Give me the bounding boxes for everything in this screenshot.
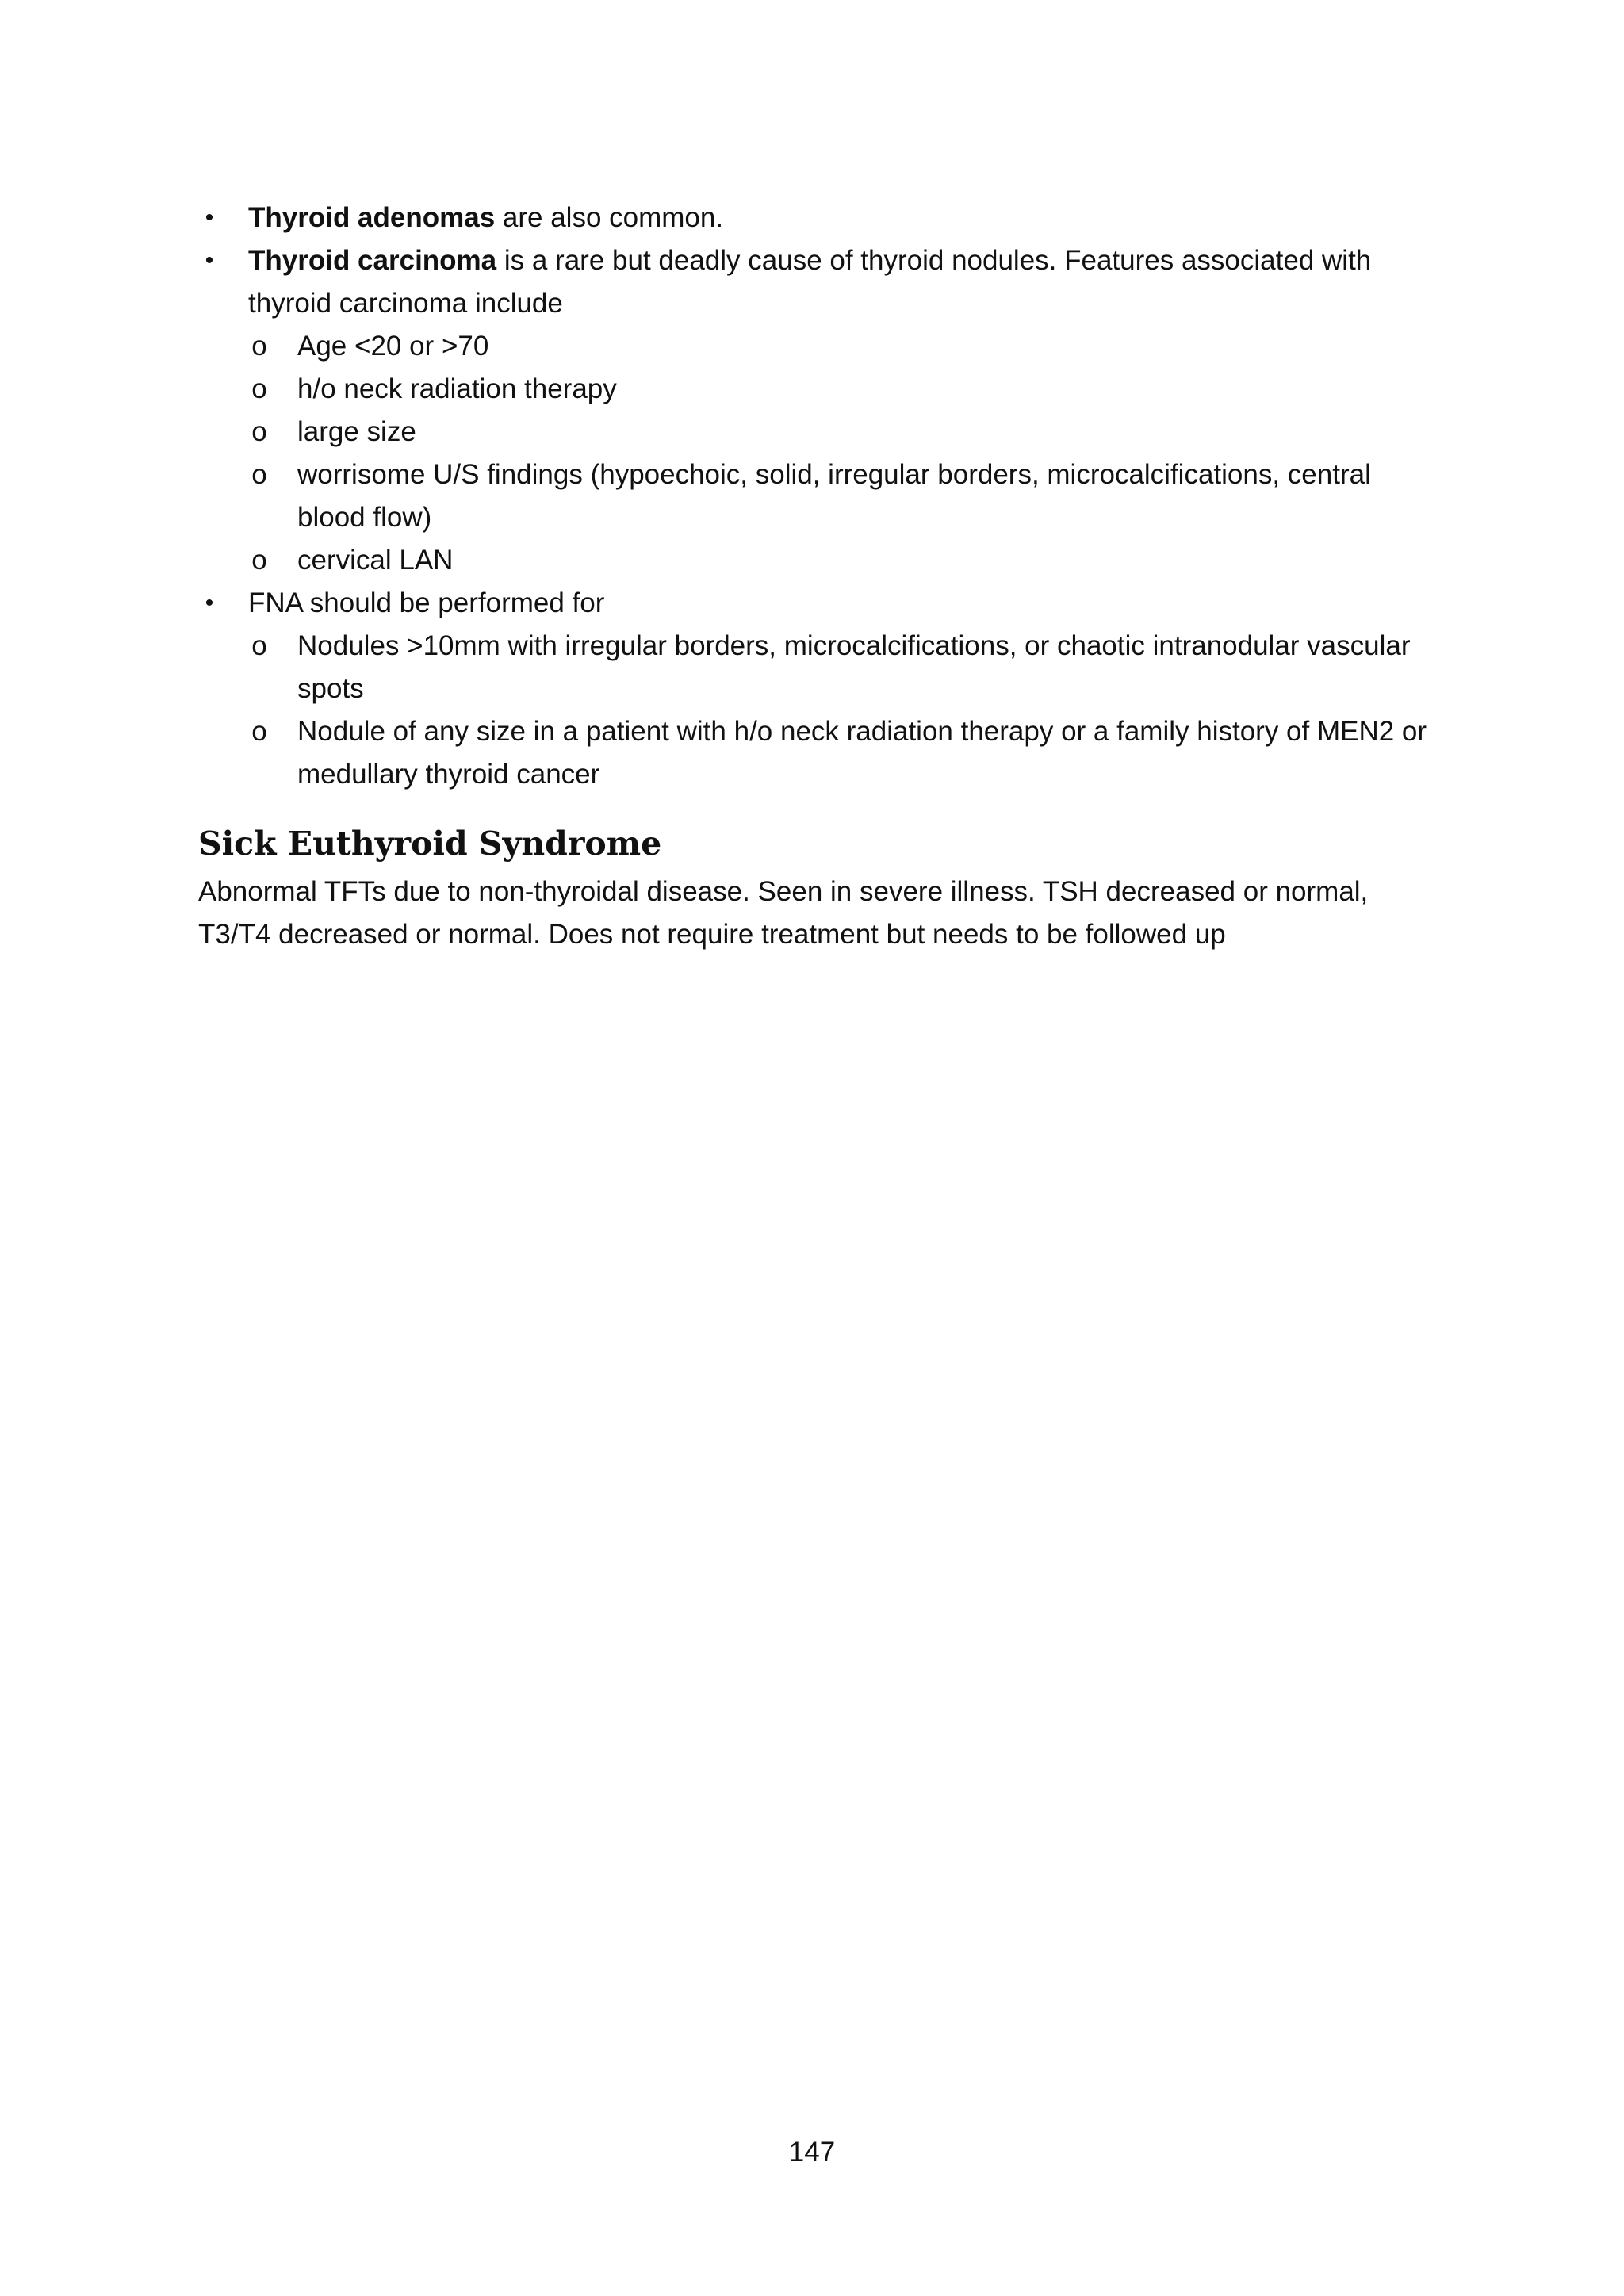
sub-list-item-text: worrisome U/S findings (hypoechoic, solid, irregular borders, microcalcifications, central blood flow) <box>297 459 1371 533</box>
sub-list-item <box>198 710 1435 796</box>
sub-list-item-text: Nodule of any size in a patient with h/o neck radiation therapy or a family history of MEN2 or medullary thyroid cancer <box>297 716 1427 790</box>
sub-list-item-text: large size <box>297 416 416 447</box>
list-item-text: are also common. <box>495 202 724 233</box>
sub-bullet-list <box>198 625 1435 796</box>
sub-list-item-text: h/o neck radiation therapy <box>297 373 617 404</box>
list-item <box>198 197 1435 239</box>
sub-list-item <box>198 411 1435 453</box>
page-number: 147 <box>788 2137 836 2168</box>
sub-list-item <box>198 539 1435 582</box>
list-item-text: is a rare but deadly cause of thyroid nodules. Features associated with thyroid carcinoma include <box>248 245 1372 319</box>
circle-bullet-icon: o <box>251 716 267 747</box>
bullet-icon: • <box>205 247 214 274</box>
page-content <box>198 197 1435 956</box>
sub-list-item <box>198 453 1435 539</box>
bold-term: Thyroid carcinoma <box>248 245 497 276</box>
sub-list-item <box>198 368 1435 411</box>
circle-bullet-icon: o <box>251 630 267 661</box>
list-item <box>198 239 1435 325</box>
circle-bullet-icon: o <box>251 416 267 447</box>
circle-bullet-icon: o <box>251 331 267 362</box>
bullet-list <box>198 197 1435 325</box>
section-paragraph: Abnormal TFTs due to non-thyroidal disease. Seen in severe illness. TSH decreased or normal, T3/T4 decreased or normal. Does not require treatment but needs to be followed up <box>198 876 1369 950</box>
bold-term: Thyroid adenomas <box>248 202 496 233</box>
bullet-icon: • <box>205 205 214 231</box>
list-item <box>198 582 1435 625</box>
sub-bullet-list <box>198 325 1435 582</box>
circle-bullet-icon: o <box>251 545 267 576</box>
sub-list-item-text: cervical LAN <box>297 545 454 576</box>
circle-bullet-icon: o <box>251 459 267 490</box>
bullet-list <box>198 582 1435 625</box>
sub-list-item-text: Age <20 or >70 <box>297 331 489 362</box>
list-item-text: FNA should be performed for <box>248 587 605 618</box>
sub-list-item <box>198 625 1435 710</box>
section-heading: Sick Euthyroid Syndrome <box>198 825 662 863</box>
circle-bullet-icon: o <box>251 373 267 404</box>
sub-list-item-text: Nodules >10mm with irregular borders, microcalcifications, or chaotic intranodular vascular spots <box>297 630 1411 704</box>
bullet-icon: • <box>205 590 214 616</box>
sub-list-item <box>198 325 1435 368</box>
